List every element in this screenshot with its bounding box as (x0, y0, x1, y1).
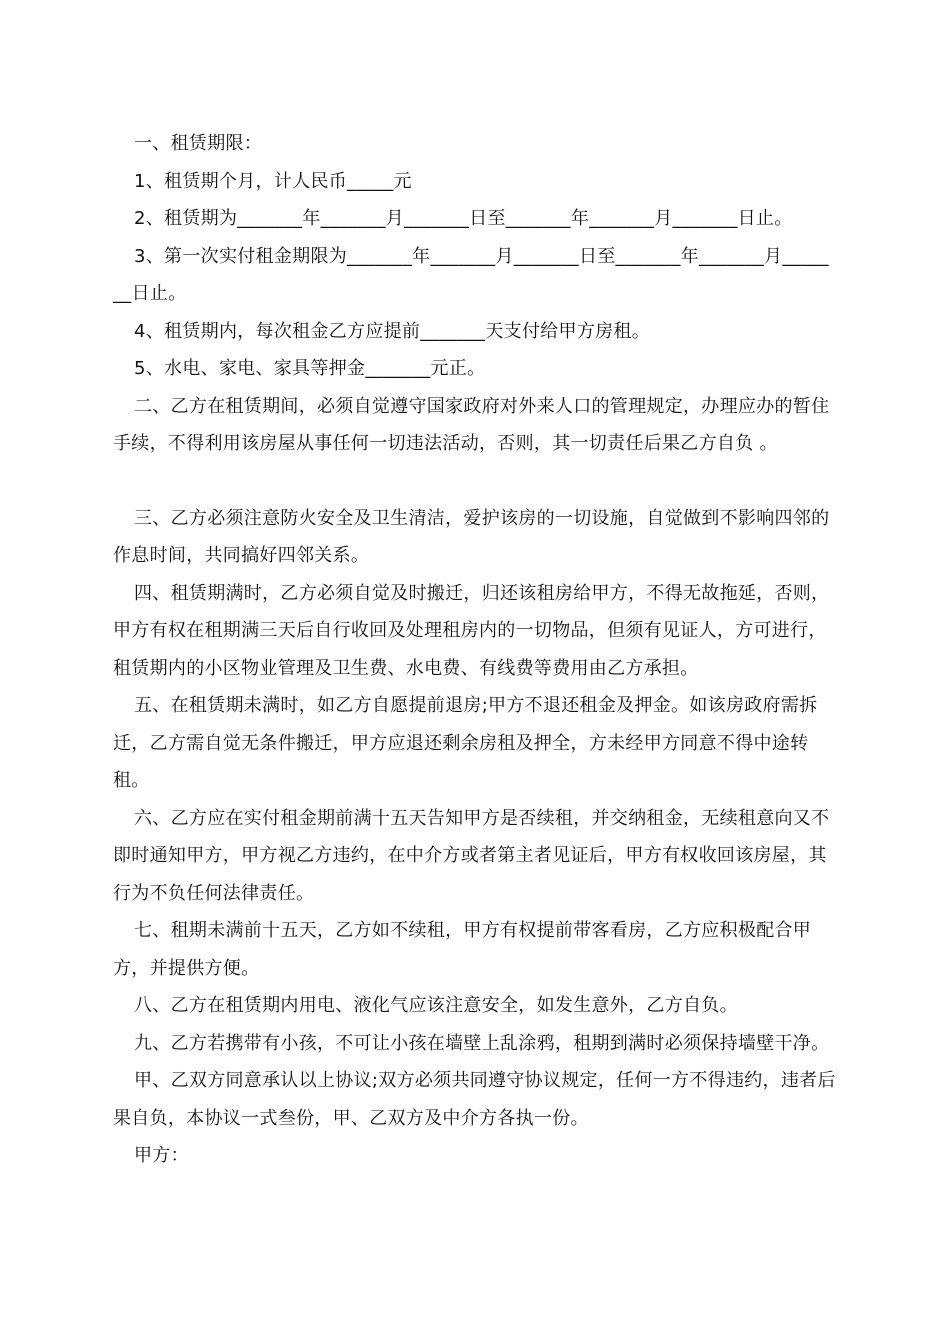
closing-agreement: 甲、乙双方同意承认以上协议;双方必须共同遵守协议规定，任何一方不得违约，违者后果自负，本协议一式叁份，甲、乙双方及中介方各执一份。 (113, 1070, 836, 1129)
clause-1-4: 4、租赁期内，每次租金乙方应提前_______天支付给甲方房租。 (134, 320, 651, 342)
clause-6: 六、乙方应在实付租金期前满十五天告知甲方是否续租，并交纳租金，无续租意向又不即时通知甲方，甲方视乙方违约，在中介方或者第主者见证后，甲方有权收回该房屋，其行为不负任何法律责任。 (113, 807, 830, 904)
document-body (113, 125, 837, 1175)
clause-1-3: 3、第一次实付租金期限为_______年_______月_______日至_______年_______月_______日止。 (113, 245, 829, 304)
section-heading-lease-term: 一、租赁期限： (134, 133, 263, 154)
clause-4: 四、租赁期满时，乙方必须自觉及时搬迁，归还该租房给甲方，不得无故拖延，否则，甲方有权在租期满三天后自行收回及处理租房内的一切物品，但须有见证人，方可进行，租赁期内的小区物业管理及卫生费、水电费、有线费等费用由乙方承担。 (113, 582, 830, 679)
clause-1-1: 1、租赁期个月，计人民币_____元 (134, 170, 412, 192)
clause-5: 五、在租赁期未满时，如乙方自愿提前退房;甲方不退还租金及押金。如该房政府需拆迁，乙方需自觉无条件搬迁，甲方应退还剩余房租及押全，方未经甲方同意不得中途转租。 (113, 695, 818, 791)
clause-7: 七、租期未满前十五天，乙方如不续租，甲方有权提前带客看房，乙方应积极配合甲方，并提供方便。 (113, 920, 812, 979)
party-a-signature-label: 甲方： (134, 1145, 189, 1166)
clause-1-2: 2、租赁期为_______年_______月_______日至_______年_______月_______日止。 (134, 208, 793, 229)
clause-1-5: 5、水电、家电、家具等押金_______元正。 (134, 358, 486, 379)
clause-8: 八、乙方在租赁期内用电、液化气应该注意安全，如发生意外，乙方自负。 (134, 995, 738, 1016)
clause-9: 九、乙方若携带有小孩，不可让小孩在墙壁上乱涂鸦，租期到满时必须保持墙壁干净。 (134, 1032, 830, 1054)
clause-2: 二、乙方在租赁期间，必须自觉遵守国家政府对外来人口的管理规定，办理应办的暂住手续，不得利用该房屋从事任何一切违法活动，否则，其一切责任后果乙方自负 。 (113, 395, 830, 454)
clause-3: 三、乙方必须注意防火安全及卫生清洁，爱护该房的一切设施，自觉做到不影响四邻的作息时间，共同搞好四邻关系。 (113, 507, 830, 566)
blank-line (113, 463, 837, 500)
